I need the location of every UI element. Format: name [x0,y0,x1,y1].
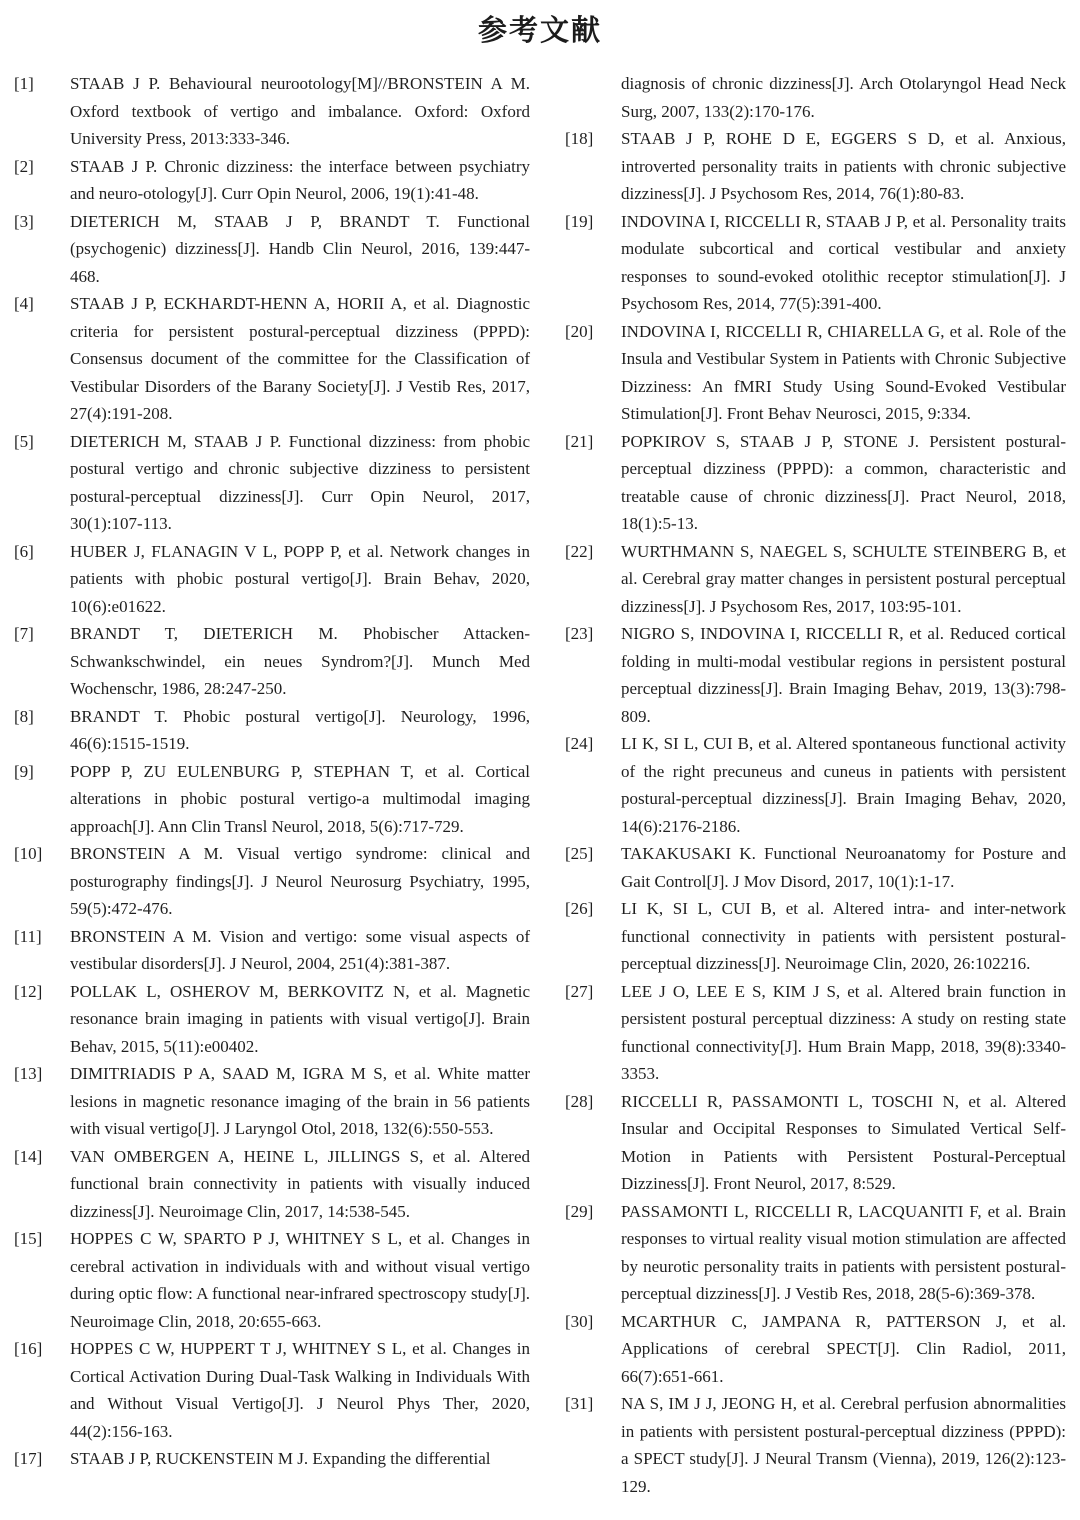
reference-number: [7] [14,624,34,643]
reference-item [565,1088,1066,1198]
reference-item [14,758,530,841]
reference-text: INDOVINA I, RICCELLI R, STAAB J P, et al. Personality traits modulate subcortical and cortical vestibular and anxiety responses to sound-evoked otolithic receptor stimulation[J]. J Psychosom Res, 2014, 77(5):391-400. [621,211,1066,313]
reference-text: DIETERICH M, STAAB J P. Functional dizziness: from phobic postural vertigo and chronic subjective dizziness to persistent postural-perceptual dizziness[J]. Curr Opin Neurol, 2017, 30(1):107-113. [70,431,530,533]
reference-item [14,620,530,703]
reference-number: [16] [14,1339,43,1358]
reference-number: [30] [565,1311,594,1331]
reference-text: STAAB J P. Behavioural neurootology[M]//BRONSTEIN A M. Oxford textbook of vertigo and imbalance. Oxford: Oxford University Press, 2013:333-346. [70,74,530,148]
reference-text: WURTHMANN S, NAEGEL S, SCHULTE STEINBERG B, et al. Cerebral gray matter changes in persistent postural perceptual dizziness[J]. J Psychosom Res, 2017, 103:95-101. [621,541,1066,616]
reference-number: [8] [14,706,34,726]
two-column-layout [14,70,1065,1500]
reference-text: HOPPES C W, SPARTO P J, WHITNEY S L, et al. Changes in cerebral activation in individuals with and without visual vertigo during optic flow: A functional near-infrared spectroscopy study[J]. Neuroimage Clin, 2018, 20:655-663. [70,1229,530,1331]
reference-text: PASSAMONTI L, RICCELLI R, LACQUANITI F, et al. Brain responses to virtual reality visual motion stimulation are affected by neurotic personality traits in patients with persistent postural-perceptual dizziness[J]. J Vestib Res, 2018, 28(5-6):369-378. [621,1201,1066,1303]
reference-item [565,895,1066,978]
reference-number: [23] [565,624,594,643]
reference-number: [24] [565,734,594,753]
reference-item [14,538,530,621]
reference-item [14,978,530,1061]
reference-item [565,840,1066,895]
reference-number: [9] [14,761,34,781]
reference-item [565,208,1066,318]
reference-number: [10] [14,844,43,863]
reference-item [565,70,1066,125]
reference-number: [13] [14,1064,43,1083]
reference-item [565,538,1066,621]
reference-item [14,1143,530,1226]
reference-number: [25] [565,844,594,863]
reference-number: [12] [14,981,43,1001]
reference-number: [21] [565,431,594,451]
reference-item [14,840,530,923]
reference-item [14,428,530,538]
reference-text: POLLAK L, OSHEROV M, BERKOVITZ N, et al. Magnetic resonance brain imaging in patients with visual vertigo[J]. Brain Behav, 2015, 5(11):e00402. [70,981,530,1056]
reference-text: STAAB J P, RUCKENSTEIN M J. Expanding the differential [70,1449,491,1468]
reference-text: STAAB J P. Chronic dizziness: the interface between psychiatry and neuro-otology[J]. Curr Opin Neurol, 2006, 19(1):41-48. [70,156,530,203]
reference-item [565,125,1066,208]
reference-text: NA S, IM J J, JEONG H, et al. Cerebral perfusion abnormalities in patients with persistent postural-perceptual dizziness (PPPD): a SPECT study[J]. J Neural Transm (Vienna), 2019, 126(2):123-129. [621,1394,1066,1496]
reference-item [565,1198,1066,1308]
reference-item [14,70,530,153]
reference-number: [28] [565,1091,594,1111]
reference-text: LEE J O, LEE E S, KIM J S, et al. Altered brain function in persistent postural perceptual dizziness: A study on resting state functional connectivity[J]. Hum Brain Mapp, 2018, 39(8):3340-3353. [621,981,1066,1083]
reference-text: STAAB J P, ECKHARDT-HENN A, HORII A, et al. Diagnostic criteria for persistent postural-perceptual dizziness (PPPD): Consensus document of the committee for the Classification of Vestibular Disorders of the Barany Society[J]. J Vestib Res, 2017, 27(4):191-208. [70,294,530,423]
reference-text: POPP P, ZU EULENBURG P, STEPHAN T, et al. Cortical alterations in phobic postural vertigo-a multimodal imaging approach[J]. Ann Clin Transl Neurol, 2018, 5(6):717-729. [70,761,530,836]
reference-text: INDOVINA I, RICCELLI R, CHIARELLA G, et al. Role of the Insula and Vestibular System in Patients with Chronic Subjective Dizziness: An fMRI Study Using Sound-Evoked Vestibular Stimulation[J]. Front Behav Neurosci, 2015, 9:334. [621,321,1066,423]
reference-number: [29] [565,1201,594,1221]
reference-item [565,1308,1066,1391]
reference-number: [3] [14,211,34,231]
references-column-left [14,70,530,1500]
reference-number: [19] [565,211,594,231]
reference-text: DIMITRIADIS P A, SAAD M, IGRA M S, et al. White matter lesions in magnetic resonance imaging of the brain in 56 patients with visual vertigo[J]. J Laryngol Otol, 2018, 132(6):550-553. [70,1064,530,1138]
reference-item [14,290,530,428]
reference-number: [22] [565,541,594,561]
reference-text: NIGRO S, INDOVINA I, RICCELLI R, et al. Reduced cortical folding in multi-modal vestibular regions in persistent postural perceptual dizziness[J]. Brain Imaging Behav, 2019, 13(3):798-809. [621,624,1066,726]
reference-number: [15] [14,1229,43,1248]
reference-text: HOPPES C W, HUPPERT T J, WHITNEY S L, et al. Changes in Cortical Activation During Dual-Task Walking in Individuals With and Without Visual Vertigo[J]. J Neurol Phys Ther, 2020, 44(2):156-163. [70,1339,530,1441]
reference-item [565,428,1066,538]
reference-text: DIETERICH M, STAAB J P, BRANDT T. Functional (psychogenic) dizziness[J]. Handb Clin Neurol, 2016, 139:447-468. [70,211,530,286]
reference-number: [18] [565,129,594,148]
reference-number: [6] [14,541,34,561]
reference-text: MCARTHUR C, JAMPANA R, PATTERSON J, et al. Applications of cerebral SPECT[J]. Clin Radiol, 2011, 66(7):651-661. [621,1311,1066,1386]
page-title: 参考文献 [477,13,602,47]
reference-text: HUBER J, FLANAGIN V L, POPP P, et al. Network changes in patients with phobic postural vertigo[J]. Brain Behav, 2020, 10(6):e01622. [70,541,530,616]
reference-text: VAN OMBERGEN A, HEINE L, JILLINGS S, et al. Altered functional brain connectivity in patients with visually induced dizziness[J]. Neuroimage Clin, 2017, 14:538-545. [70,1146,530,1221]
reference-number: [1] [14,74,34,93]
reference-item [14,703,530,758]
references-column-right [565,70,1066,1500]
reference-text: BRONSTEIN A M. Visual vertigo syndrome: clinical and posturography findings[J]. J Neurol Neurosurg Psychiatry, 1995, 59(5):472-476. [70,844,530,918]
reference-number: [4] [14,294,34,313]
reference-number: [5] [14,431,34,451]
reference-number: [31] [565,1394,594,1413]
reference-item [14,923,530,978]
reference-item [14,1060,530,1143]
reference-item [565,1390,1066,1500]
reference-number: [20] [565,321,594,341]
reference-item [14,153,530,208]
reference-item [565,730,1066,840]
reference-item [565,318,1066,428]
reference-text: POPKIROV S, STAAB J P, STONE J. Persistent postural-perceptual dizziness (PPPD): a common, characteristic and treatable cause of chronic dizziness[J]. Pract Neurol, 2018, 18(1):5-13. [621,431,1066,533]
reference-item [14,1225,530,1335]
reference-number: [11] [14,926,42,946]
reference-item [14,1335,530,1445]
reference-text: LI K, SI L, CUI B, et al. Altered spontaneous functional activity of the right precuneus and cuneus in patients with persistent postural-perceptual dizziness[J]. Brain Imaging Behav, 2020, 14(6):2176-2186. [621,734,1066,836]
reference-item [14,1445,530,1473]
reference-text: TAKAKUSAKI K. Functional Neuroanatomy for Posture and Gait Control[J]. J Mov Disord, 2017, 10(1):1-17. [621,844,1066,891]
reference-text: diagnosis of chronic dizziness[J]. Arch Otolaryngol Head Neck Surg, 2007, 133(2):170-176. [621,74,1066,121]
reference-number: [26] [565,899,594,918]
reference-text: BRONSTEIN A M. Vision and vertigo: some visual aspects of vestibular disorders[J]. J Neurol, 2004, 251(4):381-387. [70,926,530,973]
reference-text: STAAB J P, ROHE D E, EGGERS S D, et al. Anxious, introverted personality traits in patients with chronic subjective dizziness[J]. J Psychosom Res, 2014, 76(1):80-83. [621,129,1066,203]
reference-item [565,978,1066,1088]
reference-item [14,208,530,291]
reference-number: [14] [14,1146,43,1166]
reference-number: [27] [565,981,594,1001]
reference-item [565,620,1066,730]
reference-number: [2] [14,156,34,176]
reference-number: [17] [14,1449,43,1468]
reference-text: LI K, SI L, CUI B, et al. Altered intra- and inter-network functional connectivity in patients with persistent postural-perceptual dizziness[J]. Neuroimage Clin, 2020, 26:102216. [621,899,1066,973]
reference-text: BRANDT T. Phobic postural vertigo[J]. Neurology, 1996, 46(6):1515-1519. [70,706,530,753]
reference-text: RICCELLI R, PASSAMONTI L, TOSCHI N, et al. Altered Insular and Occipital Responses to Simulated Vertical Self-Motion in Patients with Persistent Postural-Perceptual Dizziness[J]. Front Neurol, 2017, 8:529. [621,1091,1066,1193]
reference-text: BRANDT T, DIETERICH M. Phobischer Attacken-Schwankschwindel, ein neues Syndrom?[J]. Munch Med Wochenschr, 1986, 28:247-250. [70,624,530,698]
